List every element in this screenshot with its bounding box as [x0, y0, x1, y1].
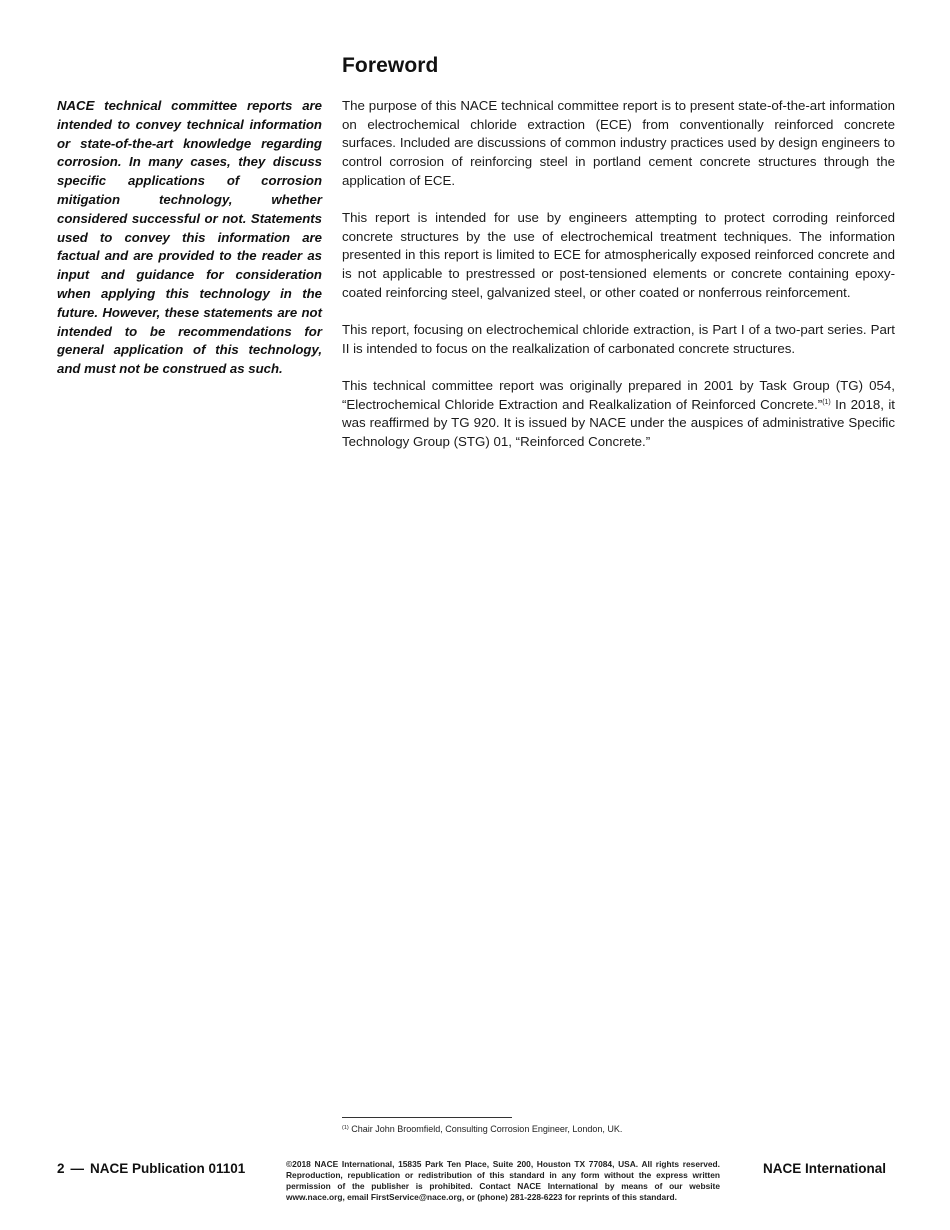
- foreword-body: [342, 97, 895, 470]
- page-number: 2: [57, 1161, 65, 1176]
- copyright-notice: ©2018 NACE International, 15835 Park Ten Place, Suite 200, Houston TX 77084, USA. All rights reserved. Reproduction, republication or redistribution of this standard in any form without the express written permission of the publisher is prohibited. Contact NACE International by means of our website www.nace.org, email FirstService@nace.org, or (phone) 281-228-6223 for reprints of this standard.: [286, 1159, 720, 1202]
- page-title: Foreword: [342, 54, 439, 77]
- paragraph-series: This report, focusing on electrochemical chloride extraction, is Part I of a two-part series. Part II is intended to focus on the realkalization of carbonated concrete structures.: [342, 322, 895, 356]
- footer-dash: —: [70, 1161, 85, 1176]
- history-text-end: In 2018, it was reaffirmed by TG 920. It is issued by NACE under the auspices of administrative Specific Technology Group (STG) 01, “Reinforced Concrete.”: [342, 396, 895, 450]
- footnote: [342, 1123, 622, 1135]
- history-text-start: This technical committee report was originally prepared in 2001 by Task Group (TG) 054, “Electrochemical Chloride Extraction and Realkalization of Reinforced Concrete.”: [342, 377, 895, 412]
- footnote-reference[interactable]: (1): [822, 398, 831, 406]
- footnote-divider: [342, 1117, 512, 1118]
- footnote-text: Chair John Broomfield, Consulting Corrosion Engineer, London, UK.: [348, 1124, 623, 1134]
- publication-id: NACE Publication 01101: [90, 1161, 246, 1176]
- paragraph-scope: This report is intended for use by engineers attempting to protect corroding reinforced concrete structures by the use of electrochemical treatment techniques. The information presented in this report is limited to ECE for atmospherically exposed reinforced concrete and is not applicable to prestressed or post-tensioned elements or concrete containing epoxy-coated reinforcing steel, galvanized steel, or other coated or nonferrous reinforcement.: [342, 210, 895, 300]
- disclaimer-note: NACE technical committee reports are intended to convey technical information or state-of-the-art knowledge regarding corrosion. In many cases, they discuss specific applications of corrosion mitigation technology, whether considered successful or not. Statements used to convey this information are factual and are provided to the reader as input and guidance for consideration when applying this technology in the future. However, these statements are not intended to be recommendations for general application of this technology, and must not be construed as such.: [57, 98, 322, 377]
- paragraph-purpose: The purpose of this NACE technical committee report is to present state-of-the-art information on electrochemical chloride extraction (ECE) from conventionally reinforced concrete surfaces. Included are discussions of common industry practices used by design engineers to control corrosion of reinforcing steel in portland cement concrete structures through the application of ECE.: [342, 98, 895, 188]
- footnote-marker: (1): [342, 1125, 349, 1131]
- organization-name: NACE International: [763, 1161, 887, 1176]
- paragraph-history: [342, 377, 895, 452]
- footer-page-info: [57, 1161, 245, 1176]
